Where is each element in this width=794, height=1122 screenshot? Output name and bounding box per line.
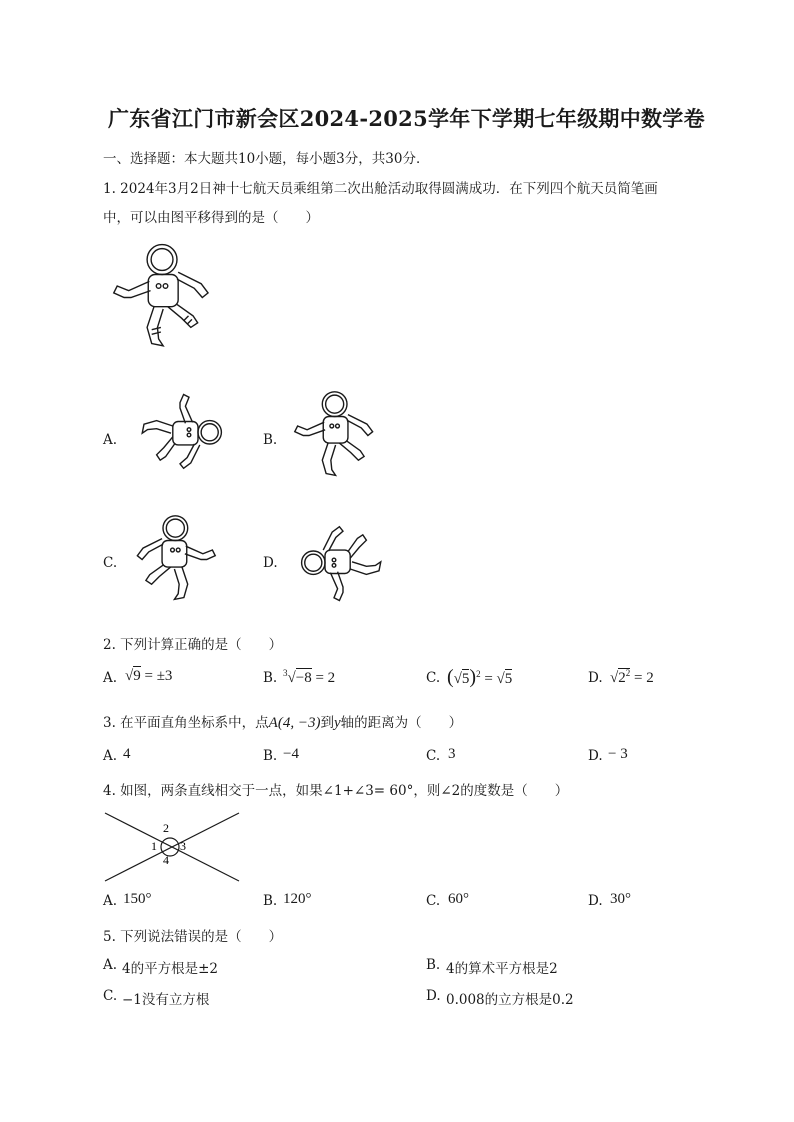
q3-option-d[interactable]: − 3 [608,746,628,762]
q3-axis: y [333,715,341,731]
q2-d-rest: = 2 [633,670,654,686]
q4-option-a[interactable]: 150° [123,891,152,907]
q4-option-d-label: D. [588,893,603,909]
q2-option-a-label: A. [103,670,118,686]
q3-option-a[interactable]: 4 [123,746,131,762]
q2-b-rest: = 2 [315,670,336,686]
q2-option-c-expr: $(√5)^2 = √5$ [447,666,513,688]
q3-stem-mid: 到 [320,715,334,731]
q2-a-radicand: 9 [133,668,141,684]
angle-label-2: 2 [163,821,169,835]
page-title: 广东省江门市新会区2024-2025学年下学期七年级期中数学卷 [108,106,705,131]
q2-c-exp: 2 [476,669,481,679]
q2-option-c-label: C. [426,670,441,686]
q2-c-rhs-radicand: 5 [504,671,513,687]
q2-option-d-label: D. [588,670,603,686]
q2-option-a-expr: √9 = ±3 [125,668,173,684]
q5-option-b-label: B. [426,957,441,973]
q2-stem: 2. 下列计算正确的是（ ） [103,637,283,653]
q1-stem-line2: 中，可以由图平移得到的是（ ） [103,210,319,226]
q1-option-b-label: B. [263,432,278,448]
q4-option-b[interactable]: 120° [283,891,312,907]
q5-option-a[interactable]: 4的平方根是±2 [122,961,218,977]
q5-option-a-label: A. [103,957,118,973]
q4-option-b-label: B. [263,893,278,909]
q3-stem-post: 轴的距离为（ ） [340,715,463,731]
q3-option-d-label: D. [588,748,603,764]
q3-stem [103,711,462,732]
q3-option-b[interactable]: −4 [283,746,299,762]
astronaut-option-d-figure[interactable] [288,515,398,605]
q2-c-eq: = [484,671,493,687]
angle-label-1: 1 [151,839,157,853]
q3-option-c-label: C. [426,748,441,764]
q5-option-d[interactable]: 0.008的立方根是0.2 [446,992,574,1008]
q5-option-c-label: C. [103,988,118,1004]
q1-option-c-label: C. [103,555,118,571]
q3-point: A(4, −3) [268,715,321,731]
q2-a-rest: = ±3 [144,668,173,684]
q2-c-radicand: 5 [461,671,470,687]
q4-option-d[interactable]: 30° [610,891,631,907]
q2-b-radicand: −8 [295,670,312,686]
astronaut-option-a-figure[interactable] [125,390,235,480]
q5-stem: 5. 下列说法错误的是（ ） [103,929,283,945]
astronaut-original-figure [108,240,223,355]
q3-option-a-label: A. [103,748,118,764]
q4-option-a-label: A. [103,893,118,909]
q2-b-index: 3 [283,668,288,678]
q4-option-c-label: C. [426,893,441,909]
q5-option-d-label: D. [426,988,441,1004]
q1-option-d-label: D. [263,555,278,571]
q4-option-c[interactable]: 60° [448,891,469,907]
q1-option-a-label: A. [103,432,118,448]
intersecting-lines-figure [103,805,243,883]
q5-option-b[interactable]: 4的算术平方根是2 [446,961,558,977]
astronaut-option-b-figure[interactable] [290,388,385,483]
q5-option-c[interactable]: −1没有立方根 [122,992,210,1008]
q1-stem-line1: 1. 2024年3月2日神十七航天员乘组第二次出舱活动取得圆满成功．在下列四个航天员简笔画 [103,181,658,197]
q3-option-c[interactable]: 3 [448,746,456,762]
q2-d-base: 2 [618,670,626,686]
q2-option-d-expr: $√2^2 = 2$ [610,668,654,686]
q3-option-b-label: B. [263,748,278,764]
q2-option-b-expr: $^3$√−8 = 2 [283,668,336,686]
q2-option-b-label: B. [263,670,278,686]
q3-stem-pre: 3. 在平面直角坐标系中，点 [103,715,269,731]
section-heading: 一、选择题：本大题共10小题，每小题3分，共30分． [103,151,430,167]
angle-label-3: 3 [180,839,186,853]
q4-stem: 4. 如图，两条直线相交于一点，如果∠1+∠3= 60°，则∠2的度数是（ ） [103,783,569,799]
angle-label-4: 4 [163,853,169,867]
q2-d-exp: 2 [625,668,631,678]
astronaut-option-c-figure[interactable] [125,512,220,607]
